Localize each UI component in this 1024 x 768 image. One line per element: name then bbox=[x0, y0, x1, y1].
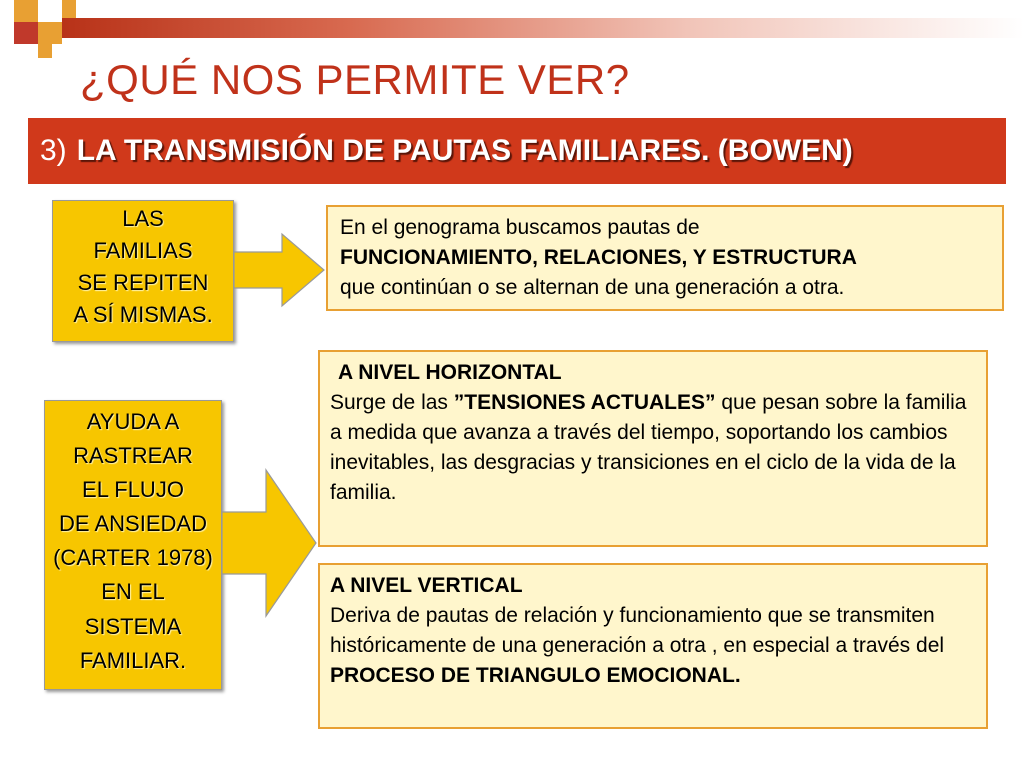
vertical-text-bold: PROCESO DE TRIANGULO EMOCIONAL. bbox=[330, 664, 741, 688]
banner-text: LA TRANSMISIÓN DE PAUTAS FAMILIARES. (BOWEN) bbox=[76, 134, 853, 167]
decor-square bbox=[62, 0, 76, 18]
box-line: (CARTER 1978) bbox=[53, 545, 213, 571]
horizontal-heading: A NIVEL HORIZONTAL bbox=[338, 361, 562, 384]
decor-square bbox=[14, 22, 38, 44]
box-line: DE ANSIEDAD bbox=[59, 511, 207, 537]
horizontal-text: que pesan sobre la familia a medida que avanza a través del tiempo, soportando los cambios inevitables, las desgracias y transiciones en el ciclo de la vida de la familia. bbox=[330, 391, 967, 505]
arrow-right-icon bbox=[222, 468, 318, 618]
section-banner bbox=[28, 118, 1006, 184]
box-line: LAS bbox=[122, 206, 164, 231]
anxiety-flow-box bbox=[44, 400, 222, 690]
horizontal-text-bold: ”TENSIONES ACTUALES” bbox=[453, 391, 716, 415]
box-line: SE REPITEN bbox=[77, 269, 209, 295]
decor-square bbox=[38, 22, 62, 44]
arrow-right-icon bbox=[234, 232, 326, 308]
decor-square bbox=[38, 44, 52, 58]
box-line: FAMILIAS bbox=[93, 237, 193, 263]
horizontal-level-box bbox=[318, 350, 988, 547]
box-line: SISTEMA bbox=[84, 613, 182, 639]
box-line: A SÍ MISMAS. bbox=[73, 301, 213, 327]
banner-number: 3) bbox=[40, 134, 67, 167]
box-line: AYUDA A bbox=[86, 409, 180, 434]
box-line: EL FLUJO bbox=[82, 477, 184, 503]
page-title: ¿QUÉ NOS PERMITE VER? bbox=[80, 56, 630, 103]
vertical-text: Deriva de pautas de relación y funcionamiento que se transmiten históricamente de una generación a otra , en especial a través del bbox=[330, 604, 945, 658]
box-line: FAMILIAR. bbox=[79, 647, 187, 673]
vertical-heading: A NIVEL VERTICAL bbox=[330, 574, 523, 597]
genogram-patterns-box bbox=[326, 205, 1004, 311]
genogram-line: que continúan o se alternan de una generación a otra. bbox=[340, 275, 845, 299]
header-gradient-bar bbox=[62, 18, 1024, 38]
vertical-level-box bbox=[318, 563, 988, 729]
genogram-line-bold: FUNCIONAMIENTO, RELACIONES, Y ESTRUCTURA bbox=[340, 245, 857, 269]
genogram-line: En el genograma buscamos pautas de bbox=[340, 216, 700, 239]
horizontal-text: Surge de las bbox=[330, 391, 454, 415]
box-line: RASTREAR bbox=[73, 443, 193, 469]
families-repeat-box bbox=[52, 200, 234, 342]
decor-square bbox=[14, 0, 38, 22]
box-line: EN EL bbox=[101, 579, 165, 605]
